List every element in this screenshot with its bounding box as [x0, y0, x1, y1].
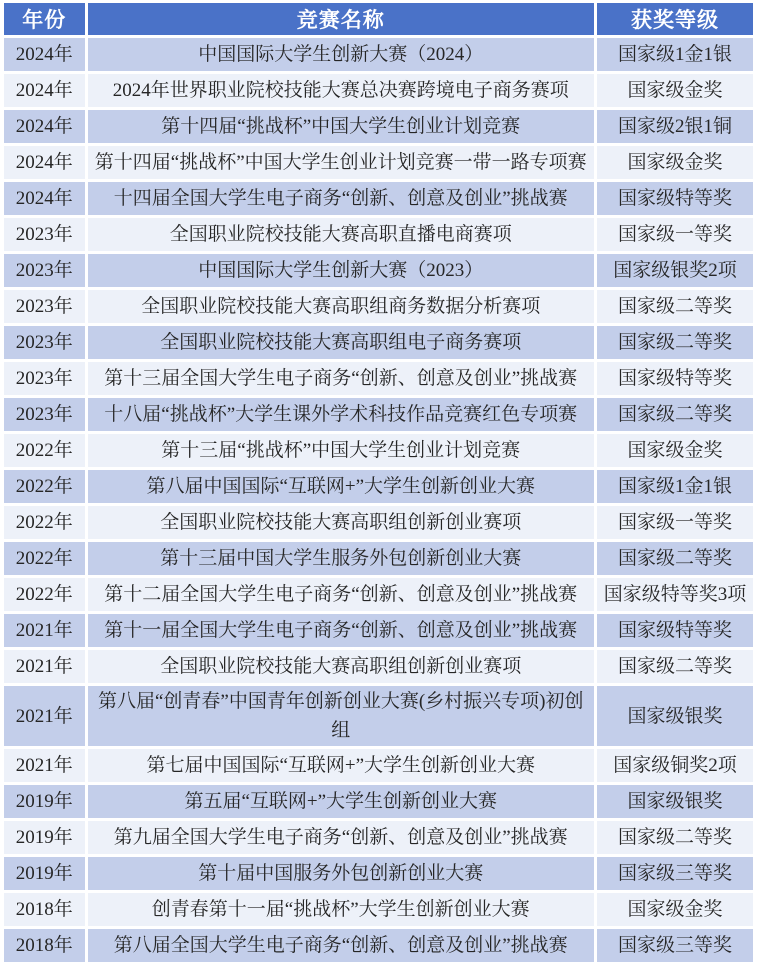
table-body [4, 38, 753, 962]
cell-award: 国家级二等奖 [597, 290, 753, 323]
table-row [4, 182, 753, 215]
table-row [4, 254, 753, 287]
cell-year: 2019年 [4, 821, 85, 854]
cell-award: 国家级特等奖3项 [597, 578, 753, 611]
cell-award: 国家级银奖 [597, 785, 753, 818]
table-row [4, 686, 753, 746]
cell-year: 2024年 [4, 38, 85, 71]
cell-year: 2023年 [4, 218, 85, 251]
table-row [4, 110, 753, 143]
cell-year: 2024年 [4, 146, 85, 179]
table-row [4, 470, 753, 503]
cell-year: 2024年 [4, 110, 85, 143]
cell-year: 2018年 [4, 929, 85, 962]
cell-competition: 十八届“挑战杯”大学生课外学术科技作品竞赛红色专项赛 [88, 398, 594, 431]
cell-competition: 中国国际大学生创新大赛（2024） [88, 38, 594, 71]
cell-year: 2019年 [4, 785, 85, 818]
table-row [4, 326, 753, 359]
cell-competition: 第十三届全国大学生电子商务“创新、创意及创业”挑战赛 [88, 362, 594, 395]
cell-award: 国家级一等奖 [597, 506, 753, 539]
cell-competition: 第十届中国服务外包创新创业大赛 [88, 857, 594, 890]
cell-year: 2024年 [4, 74, 85, 107]
table-row [4, 749, 753, 782]
cell-competition: 全国职业院校技能大赛高职组商务数据分析赛项 [88, 290, 594, 323]
cell-award: 国家级2银1铜 [597, 110, 753, 143]
cell-year: 2023年 [4, 254, 85, 287]
table-row [4, 857, 753, 890]
cell-competition: 第五届“互联网+”大学生创新创业大赛 [88, 785, 594, 818]
cell-year: 2021年 [4, 749, 85, 782]
cell-award: 国家级金奖 [597, 893, 753, 926]
cell-year: 2022年 [4, 506, 85, 539]
table-row [4, 785, 753, 818]
table-row [4, 218, 753, 251]
cell-year: 2021年 [4, 686, 85, 746]
table-row [4, 38, 753, 71]
table-row [4, 650, 753, 683]
cell-award: 国家级银奖 [597, 686, 753, 746]
cell-competition: 全国职业院校技能大赛高职组创新创业赛项 [88, 506, 594, 539]
cell-competition: 第十二届全国大学生电子商务“创新、创意及创业”挑战赛 [88, 578, 594, 611]
table-row [4, 929, 753, 962]
cell-award: 国家级铜奖2项 [597, 749, 753, 782]
awards-table [1, 0, 756, 965]
table-row [4, 362, 753, 395]
cell-competition: 全国职业院校技能大赛高职组创新创业赛项 [88, 650, 594, 683]
table-row [4, 398, 753, 431]
cell-award: 国家级金奖 [597, 74, 753, 107]
table-row [4, 893, 753, 926]
table-row [4, 578, 753, 611]
cell-competition: 第九届全国大学生电子商务“创新、创意及创业”挑战赛 [88, 821, 594, 854]
cell-award: 国家级金奖 [597, 146, 753, 179]
table-row [4, 146, 753, 179]
cell-year: 2023年 [4, 362, 85, 395]
cell-competition: 第十一届全国大学生电子商务“创新、创意及创业”挑战赛 [88, 614, 594, 647]
cell-competition: 第七届中国国际“互联网+”大学生创新创业大赛 [88, 749, 594, 782]
cell-award: 国家级特等奖 [597, 182, 753, 215]
cell-award: 国家级二等奖 [597, 398, 753, 431]
cell-competition: 第十三届中国大学生服务外包创新创业大赛 [88, 542, 594, 575]
cell-year: 2023年 [4, 398, 85, 431]
column-header-year: 年份 [4, 3, 85, 35]
cell-year: 2024年 [4, 182, 85, 215]
cell-year: 2021年 [4, 650, 85, 683]
cell-competition: 中国国际大学生创新大赛（2023） [88, 254, 594, 287]
cell-year: 2023年 [4, 326, 85, 359]
cell-award: 国家级银奖2项 [597, 254, 753, 287]
cell-award: 国家级金奖 [597, 434, 753, 467]
cell-competition: 第八届“创青春”中国青年创新创业大赛(乡村振兴专项)初创组 [88, 686, 594, 746]
header-row [4, 3, 753, 35]
cell-award: 国家级特等奖 [597, 614, 753, 647]
column-header-competition: 竞赛名称 [88, 3, 594, 35]
cell-competition: 第八届中国国际“互联网+”大学生创新创业大赛 [88, 470, 594, 503]
table-row [4, 506, 753, 539]
cell-competition: 十四届全国大学生电子商务“创新、创意及创业”挑战赛 [88, 182, 594, 215]
table-row [4, 290, 753, 323]
cell-award: 国家级特等奖 [597, 362, 753, 395]
cell-year: 2021年 [4, 614, 85, 647]
cell-award: 国家级三等奖 [597, 857, 753, 890]
table-row [4, 434, 753, 467]
table-row [4, 542, 753, 575]
cell-competition: 全国职业院校技能大赛高职直播电商赛项 [88, 218, 594, 251]
cell-award: 国家级一等奖 [597, 218, 753, 251]
cell-year: 2022年 [4, 578, 85, 611]
cell-year: 2018年 [4, 893, 85, 926]
cell-year: 2022年 [4, 434, 85, 467]
cell-year: 2023年 [4, 290, 85, 323]
cell-award: 国家级1金1银 [597, 470, 753, 503]
table-row [4, 614, 753, 647]
cell-award: 国家级二等奖 [597, 542, 753, 575]
cell-competition: 创青春第十一届“挑战杯”大学生创新创业大赛 [88, 893, 594, 926]
cell-award: 国家级二等奖 [597, 650, 753, 683]
cell-competition: 第十四届“挑战杯”中国大学生创业计划竞赛一带一路专项赛 [88, 146, 594, 179]
cell-competition: 第十四届“挑战杯”中国大学生创业计划竞赛 [88, 110, 594, 143]
cell-year: 2019年 [4, 857, 85, 890]
cell-competition: 2024年世界职业院校技能大赛总决赛跨境电子商务赛项 [88, 74, 594, 107]
cell-award: 国家级二等奖 [597, 326, 753, 359]
cell-award: 国家级三等奖 [597, 929, 753, 962]
cell-competition: 第八届全国大学生电子商务“创新、创意及创业”挑战赛 [88, 929, 594, 962]
cell-award: 国家级二等奖 [597, 821, 753, 854]
cell-award: 国家级1金1银 [597, 38, 753, 71]
column-header-award: 获奖等级 [597, 3, 753, 35]
table-row [4, 821, 753, 854]
cell-year: 2022年 [4, 470, 85, 503]
cell-competition: 第十三届“挑战杯”中国大学生创业计划竞赛 [88, 434, 594, 467]
cell-year: 2022年 [4, 542, 85, 575]
cell-competition: 全国职业院校技能大赛高职组电子商务赛项 [88, 326, 594, 359]
table-row [4, 74, 753, 107]
